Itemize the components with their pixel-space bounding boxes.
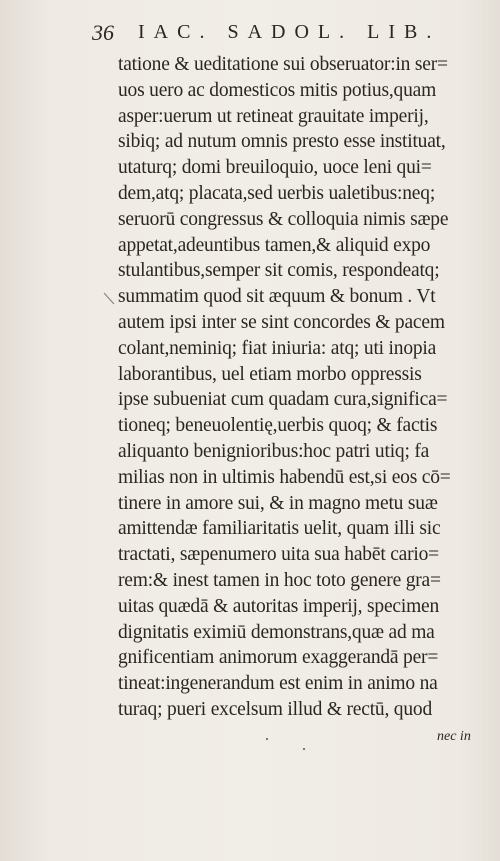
text-line: tatione & ueditatione sui obseruator:in ser=	[118, 54, 448, 75]
text-line: gnificentiam animorum exaggerandā per=	[118, 647, 439, 669]
text-line: tinere in amore sui, & in magno metu suæ	[118, 492, 438, 514]
body-text	[118, 52, 490, 723]
text-line: uos uero ac domesticos mitis potius,quam	[118, 79, 437, 101]
text-line: appetat,adeuntibus tamen,& aliquid expo	[118, 234, 431, 256]
text-line: dignitatis eximiū demonstrans,quæ ad ma	[118, 621, 435, 643]
text-line: tineat:ingenerandum est enim in animo na	[118, 673, 438, 695]
text-line: milias non in ultimis habendū est,si eos cō=	[118, 466, 451, 488]
text-line: turaq; pueri excelsum illud & rectū, quod	[118, 698, 433, 720]
text-line: tractati, sæpenumero uita sua habēt cario=	[118, 544, 439, 566]
text-line: uitas quædā & autoritas imperij, specimen	[118, 595, 440, 617]
text-line: summatim quod sit æquum & bonum . Vt	[118, 286, 436, 308]
page-header	[92, 20, 452, 50]
text-line: tioneq; beneuolentię,uerbis quoq; & factis	[118, 415, 438, 437]
text-line: autem ipsi inter se sint concordes & pacem	[118, 311, 445, 333]
running-head: IAC. SADOL. LIB.	[138, 21, 441, 43]
ink-speck	[266, 738, 268, 740]
text-line: amittendæ familiaritatis uelit, quam illi sic	[118, 518, 441, 540]
text-line: sibiq; ad nutum omnis presto esse instituat,	[118, 131, 446, 153]
text-line: aliquanto benignioribus:hoc patri utiq; fa	[118, 440, 430, 462]
text-line: seruorū congressus & colloquia nimis sæpe	[118, 208, 449, 230]
text-line: asper:uerum ut retineat grauitate imperij,	[118, 105, 429, 127]
text-line: rem:& inest tamen in hoc toto genere gra=	[118, 569, 441, 591]
text-line: laborantibus, uel etiam morbo oppressis	[118, 363, 422, 385]
ink-speck	[303, 748, 305, 750]
text-line: utaturq; domi breuiloquio, uoce leni qui=	[118, 157, 432, 179]
text-line: stulantibus,semper sit comis, respondeatq;	[118, 260, 440, 282]
page-number: 36	[92, 20, 114, 45]
catchword: nec in	[437, 729, 471, 744]
text-line: ipse subueniat cum quadam cura,significa=	[118, 389, 448, 411]
text-line: colant,neminiq; fiat iniuria: atq; uti inopia	[118, 337, 437, 359]
text-line: dem,atq; placata,sed uerbis ualetibus:neq;	[118, 182, 436, 204]
margin-mark-icon	[102, 290, 118, 308]
